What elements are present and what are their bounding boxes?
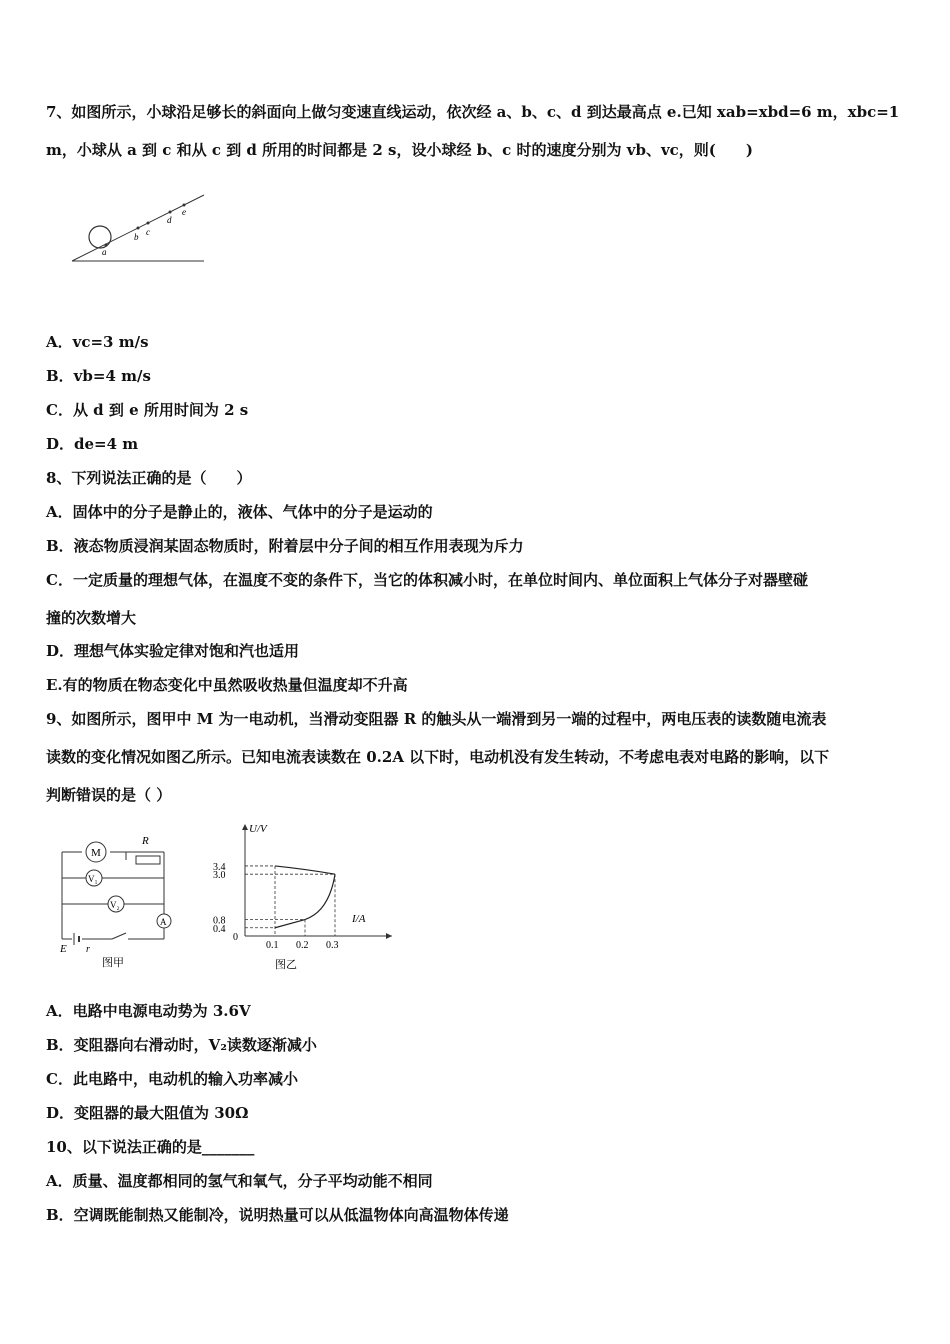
q10-stem: 10、以下说法正确的是_______	[46, 1138, 255, 1156]
q9-stem-line3: 判断错误的是（ ）	[46, 786, 172, 804]
resistor-label: R	[142, 835, 149, 847]
q7-stem-line1: 7、如图所示，小球沿足够长的斜面向上做匀变速直线运动，依次经 a、b、c、d 到达最高点 e.已知 xab=xbd=6 m，xbc=1	[46, 103, 900, 121]
q8-option-b: B．液态物质浸润某固态物质时，附着层中分子间的相互作用表现为斥力	[46, 537, 524, 555]
series-v1-line	[275, 866, 335, 874]
label-b: b	[134, 232, 139, 242]
point-c-dot	[147, 222, 150, 225]
q8-option-a: A．固体中的分子是静止的，液体、气体中的分子是运动的	[46, 503, 433, 521]
y-tick-label: 0.8	[213, 915, 226, 927]
voltmeter-v2-icon	[108, 896, 124, 912]
v2-label: V₂	[110, 900, 120, 910]
series-v2-line	[275, 874, 335, 928]
q7-option-b: B．vb=4 m/s	[46, 367, 151, 385]
v1-label: V₁	[88, 874, 98, 884]
x-tick-label: 0.1	[266, 940, 279, 951]
q9-stem-line2: 读数的变化情况如图乙所示。已知电流表读数在 0.2A 以下时，电动机没有发生转动，不考虑电表对电路的影响，以下	[46, 748, 830, 766]
x-tick-label: 0.3	[326, 940, 339, 951]
label-c: c	[146, 227, 150, 237]
q8-option-c: C．一定质量的理想气体，在温度不变的条件下，当它的体积减小时，在单位时间内、单位面积上气体分子对器壁碰	[46, 571, 808, 589]
q8-option-e: E.有的物质在物态变化中虽然吸收热量但温度却不升高	[46, 676, 408, 694]
internal-r-label: r	[86, 944, 90, 955]
x-axis-arrow	[386, 933, 392, 939]
q7-option-d: D．de=4 m	[46, 435, 139, 453]
q9-option-d: D．变阻器的最大阻值为 30Ω	[46, 1104, 249, 1122]
motor-label: M	[91, 847, 101, 859]
graph-caption: 图乙	[275, 959, 297, 971]
motor-icon	[86, 842, 106, 862]
q8-option-c-cont: 撞的次数增大	[46, 609, 137, 627]
q7-stem-line2: m，小球从 a 到 c 和从 c 到 d 所用的时间都是 2 s，设小球经 b、c 时的速度分别为 vb、vc，则( )	[46, 141, 753, 159]
point-b-dot	[137, 227, 140, 230]
circuit-caption: 图甲	[102, 957, 124, 969]
q9-stem-line1: 9、如图所示，图甲中 M 为一电动机，当滑动变阻器 R 的触头从一端滑到另一端的过程中，两电压表的读数随电流表	[46, 710, 827, 728]
q8-option-d: D．理想气体实验定律对饱和汽也适用	[46, 642, 300, 660]
ammeter-icon	[157, 914, 171, 928]
y-tick-label: 3.4	[213, 861, 226, 873]
q9-option-c: C．此电路中，电动机的输入功率减小	[46, 1070, 298, 1088]
y-axis-label: U/V	[249, 823, 267, 835]
x-axis-label: I/A	[352, 913, 366, 925]
ammeter-label: A	[160, 917, 167, 927]
q7-incline-figure	[68, 185, 218, 270]
q8-stem: 8、下列说法正确的是（ ）	[46, 469, 252, 487]
q10-option-b: B．空调既能制热又能制冷，说明热量可以从低温物体向高温物体传递	[46, 1206, 509, 1224]
q10-option-a: A．质量、温度都相同的氢气和氧气，分子平均动能不相同	[46, 1172, 433, 1190]
label-a: a	[102, 247, 107, 257]
y-tick-label: 3.0	[213, 870, 226, 882]
y-tick-label: 0.4	[213, 923, 226, 935]
voltmeter-v1-icon	[86, 870, 102, 886]
q9-option-a: A．电路中电源电动势为 3.6V	[46, 1002, 251, 1020]
q7-option-c: C．从 d 到 e 所用时间为 2 s	[46, 401, 249, 419]
q9-option-b: B．变阻器向右滑动时，V₂读数逐渐减小	[46, 1036, 317, 1054]
y-axis-arrow	[242, 824, 248, 830]
point-d-dot	[169, 211, 172, 214]
q9-ui-graph	[205, 818, 415, 973]
label-d: d	[167, 215, 172, 225]
emf-label: E	[60, 943, 67, 955]
label-e: e	[182, 207, 186, 217]
x-tick-label: 0.2	[296, 940, 309, 951]
origin-label: 0	[233, 932, 238, 943]
ball	[89, 226, 111, 248]
q7-option-a: A．vc=3 m/s	[46, 333, 149, 351]
q9-circuit-diagram	[52, 826, 187, 971]
